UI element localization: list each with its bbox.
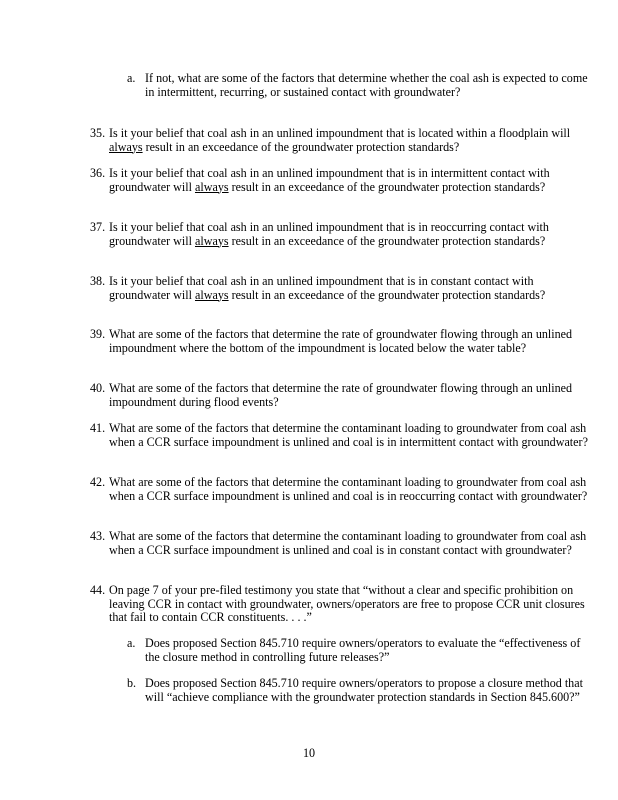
- question-text: What are some of the factors that determine the rate of groundwater flowing through an unlined impoundment where the bottom of the impoundment is located below the water table?: [109, 327, 573, 355]
- emphasis-always: always: [194, 179, 229, 194]
- question-37: [90, 221, 590, 248]
- emphasis-always: always: [194, 287, 229, 302]
- question-number: 36.: [90, 166, 106, 180]
- question-43: [90, 530, 590, 557]
- question-number: 44.: [90, 583, 106, 597]
- question-text: What are some of the factors that determine the rate of groundwater flowing through an unlined impoundment during flood events?: [109, 381, 573, 409]
- question-number: 39.: [90, 327, 106, 341]
- page-number: 10: [302, 746, 316, 760]
- question-number: 38.: [90, 274, 106, 288]
- question-number: 35.: [90, 126, 106, 140]
- question-number: 43.: [90, 529, 106, 543]
- sub-question-44b: [127, 677, 590, 704]
- question-39: [90, 328, 590, 355]
- question-40: [90, 382, 590, 409]
- emphasis-always: always: [109, 139, 143, 154]
- sub-question-text: If not, what are some of the factors that determine whether the coal ash is expected to come in intermittent, recurring, or sustained contact with groundwater?: [145, 71, 588, 99]
- question-text: What are some of the factors that determine the contaminant loading to groundwater from coal ash when a CCR surface impoundment is unlined and coal is in constant contact with groundwater?: [109, 529, 587, 557]
- question-number: 42.: [90, 475, 106, 489]
- sub-question-label: b.: [127, 676, 137, 690]
- question-text: On page 7 of your pre-filed testimony you state that “without a clear and specific prohibition on leaving CCR in contact with groundwater, owners/operators are free to propose CCR unit closures that fail to contain CCR constituents. . . .”: [109, 583, 585, 625]
- question-36: [90, 167, 590, 194]
- sub-question-label: a.: [127, 71, 136, 85]
- question-text: What are some of the factors that determine the contaminant loading to groundwater from coal ash when a CCR surface impoundment is unlined and coal is in reoccurring contact with groundwater?: [109, 475, 588, 503]
- question-42: [90, 476, 590, 503]
- question-text: Is it your belief that coal ash in an unlined impoundment that is in constant contact with groundwater will always result in an exceedance of the groundwater protection standards?: [109, 274, 546, 302]
- sub-question-44a: [127, 637, 590, 664]
- sub-question-text: Does proposed Section 845.710 require owners/operators to propose a closure method that will “achieve compliance with the groundwater protection standards in Section 845.600?”: [145, 676, 583, 704]
- question-number: 37.: [90, 220, 106, 234]
- question-text: Is it your belief that coal ash in an unlined impoundment that is located within a floodplain will always result in an exceedance of the groundwater protection standards?: [109, 126, 571, 154]
- emphasis-always: always: [194, 233, 229, 248]
- question-text: Is it your belief that coal ash in an unlined impoundment that is in intermittent contact with groundwater will always result in an exceedance of the groundwater protection standards?: [109, 166, 550, 194]
- sub-question-a: [127, 72, 590, 99]
- question-number: 41.: [90, 421, 106, 435]
- sub-question-label: a.: [127, 636, 136, 650]
- question-38: [90, 275, 590, 302]
- question-text: What are some of the factors that determine the contaminant loading to groundwater from coal ash when a CCR surface impoundment is unlined and coal is in intermittent contact with groundwater?: [109, 421, 588, 449]
- question-text: Is it your belief that coal ash in an unlined impoundment that is in reoccurring contact with groundwater will always result in an exceedance of the groundwater protection standards?: [109, 220, 549, 248]
- question-41: [90, 422, 590, 449]
- question-35: [90, 127, 590, 154]
- question-44: [90, 584, 590, 625]
- question-number: 40.: [90, 381, 106, 395]
- sub-question-text: Does proposed Section 845.710 require owners/operators to evaluate the “effectiveness of the closure method in controlling future releases?”: [145, 636, 581, 664]
